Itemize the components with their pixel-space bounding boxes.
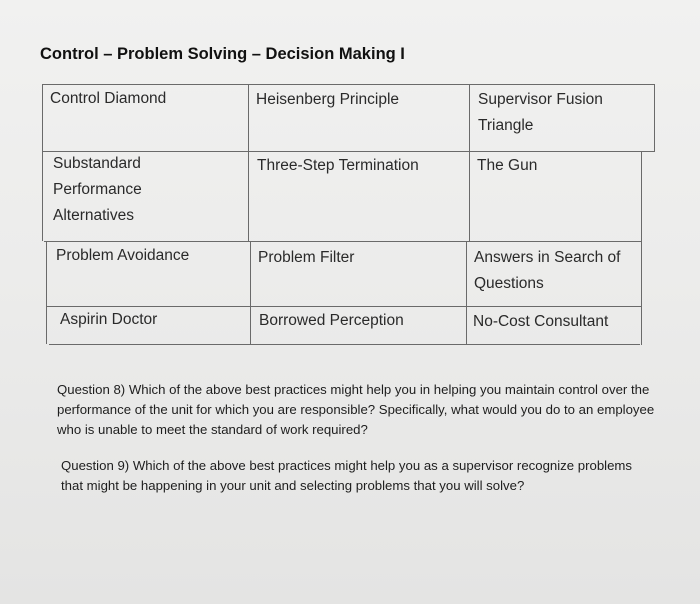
table-border-right — [654, 84, 655, 152]
table-cell: No-Cost Consultant — [473, 313, 609, 330]
table-cell: Supervisor Fusion Triangle — [478, 91, 603, 134]
table-column-divider — [469, 84, 470, 241]
table-column-divider — [466, 241, 467, 344]
table-border-left — [46, 241, 47, 344]
table-cell: Problem Avoidance — [56, 247, 190, 264]
table-border-top — [42, 84, 655, 85]
table-cell: Borrowed Perception — [259, 312, 404, 329]
table-column-divider — [248, 84, 249, 241]
table-border-left — [42, 84, 43, 241]
table-border-right — [641, 152, 642, 345]
table-column-divider — [250, 241, 251, 344]
table-cell: Three-Step Termination — [257, 157, 419, 174]
document-title: Control – Problem Solving – Decision Making I — [40, 45, 405, 63]
table-cell: Aspirin Doctor — [60, 311, 158, 328]
table-row-divider — [44, 241, 642, 242]
table-cell: Problem Filter — [258, 249, 355, 266]
table-border-bottom — [49, 344, 640, 345]
question-9: Question 9) Which of the above best practices might help you as a supervisor recognize problems that might be happening in your unit and selecting problems that you will solve? — [61, 458, 633, 493]
table-cell: Control Diamond — [50, 90, 167, 107]
table-cell: Answers in Search of Questions — [474, 249, 621, 292]
question-8: Question 8) Which of the above best practices might help you in helping you maintain control over the performance of the unit for which you are responsible? Specifically, what would you do to an employee who is unable to meet the standard of work required? — [57, 382, 655, 437]
table-cell: Substandard Performance Alternatives — [53, 155, 142, 224]
table-cell: The Gun — [477, 157, 538, 174]
table-cell: Heisenberg Principle — [256, 91, 400, 108]
